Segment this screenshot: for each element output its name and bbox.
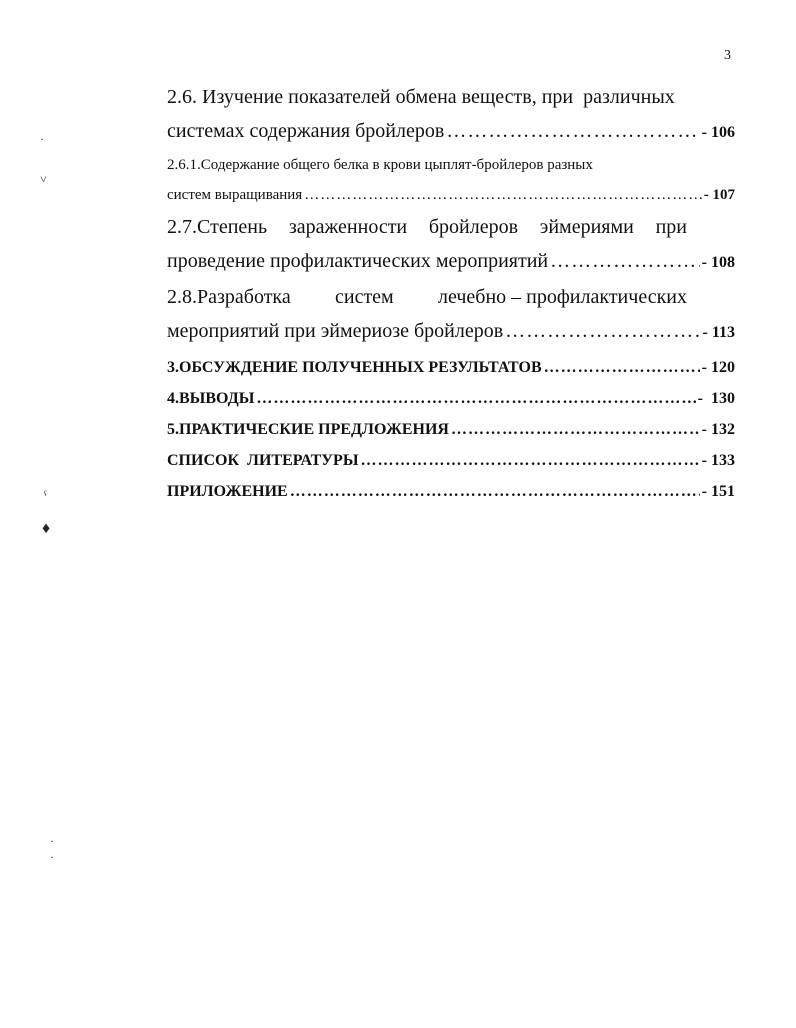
toc-entry-title-part: 2.8.Разработка [167, 286, 291, 308]
page-number: 3 [724, 48, 731, 63]
leader-dots [550, 244, 700, 278]
toc-entry-2-8 [167, 280, 735, 350]
toc-entry-title: СПИСОК ЛИТЕРАТУРЫ [167, 452, 359, 469]
toc-page-number: - 113 [702, 324, 735, 341]
toc-entry-title [167, 280, 687, 314]
toc-entry-title-part: 2.6. Изучение показателей обмена веществ, при [167, 86, 574, 108]
toc-page-number: - 107 [703, 187, 735, 203]
toc-entry-title-part: зараженности [288, 216, 408, 238]
toc-entry-title-cont: проведение профилактических мероприятий [167, 250, 549, 272]
scan-speck: · [40, 132, 44, 146]
toc-entry-title-part: 2.7.Степень [167, 216, 268, 238]
leader-dots [446, 114, 699, 148]
toc-entry-title-part: систем [334, 286, 394, 308]
toc-entry-title-part: лечебно – профилактических [437, 286, 687, 308]
toc-entry-title: 4.ВЫВОДЫ [167, 390, 255, 407]
toc-entry-title-part: бройлеров [428, 216, 519, 238]
leader-dots [361, 445, 700, 476]
scan-speck: ˅ [40, 172, 47, 186]
toc-entry-title: 3.ОБСУЖДЕНИЕ ПОЛУЧЕННЫХ РЕЗУЛЬТАТОВ [167, 359, 542, 376]
toc-entry-3 [167, 352, 735, 383]
toc-entry-title-part: различных [583, 86, 675, 108]
scan-speck: ˁ [44, 488, 47, 502]
toc-entry-2-6 [167, 80, 735, 150]
toc-entry-title: ПРИЛОЖЕНИЕ [167, 483, 288, 500]
toc-page-number: - 151 [701, 483, 735, 500]
toc-entry-literature [167, 445, 735, 476]
toc-page-number: - 132 [701, 421, 735, 438]
toc-entry-title-cont: мероприятий при эймериозе бройлеров [167, 320, 504, 342]
toc-entry-2-6-1 [167, 150, 735, 210]
toc-entry-appendix [167, 476, 735, 507]
toc-entry-title [167, 210, 687, 244]
scan-speck: · [50, 850, 54, 864]
toc-entry-title: 5.ПРАКТИЧЕСКИЕ ПРЕДЛОЖЕНИЯ [167, 421, 449, 438]
leader-dots [505, 314, 700, 348]
leader-dots [304, 180, 702, 210]
leader-dots [290, 476, 700, 507]
toc-entry-2-7 [167, 210, 735, 280]
toc-entry-4 [167, 383, 735, 414]
toc-entry-line [167, 180, 735, 210]
toc-entry-5 [167, 414, 735, 445]
toc-entry-title-part: эймериями [539, 216, 634, 238]
scan-speck: · [50, 834, 54, 848]
toc-entry-line [167, 114, 735, 150]
toc-entry-title: 2.6.1.Содержание общего белка в крови цыплят-бройлеров разных [167, 157, 593, 173]
toc-page-number: - 108 [701, 254, 735, 271]
toc-entry-line [167, 314, 735, 350]
leader-dots [544, 352, 700, 383]
toc-page-number: - 130 [697, 390, 735, 407]
toc-page-number: - 133 [701, 452, 735, 469]
toc-page-number: - 106 [701, 124, 735, 141]
leader-dots [256, 383, 695, 414]
scan-speck: ♦ [42, 520, 51, 537]
toc-page-number: - 120 [701, 359, 735, 376]
toc-entry-title-cont: систем выращивания [167, 187, 303, 203]
toc-entry-title-cont: системах содержания бройлеров [167, 120, 445, 142]
toc-entry-title-part: при [655, 216, 687, 238]
table-of-contents [167, 80, 735, 507]
leader-dots [451, 414, 700, 445]
toc-entry-line [167, 244, 735, 280]
toc-entry-title [167, 80, 735, 114]
